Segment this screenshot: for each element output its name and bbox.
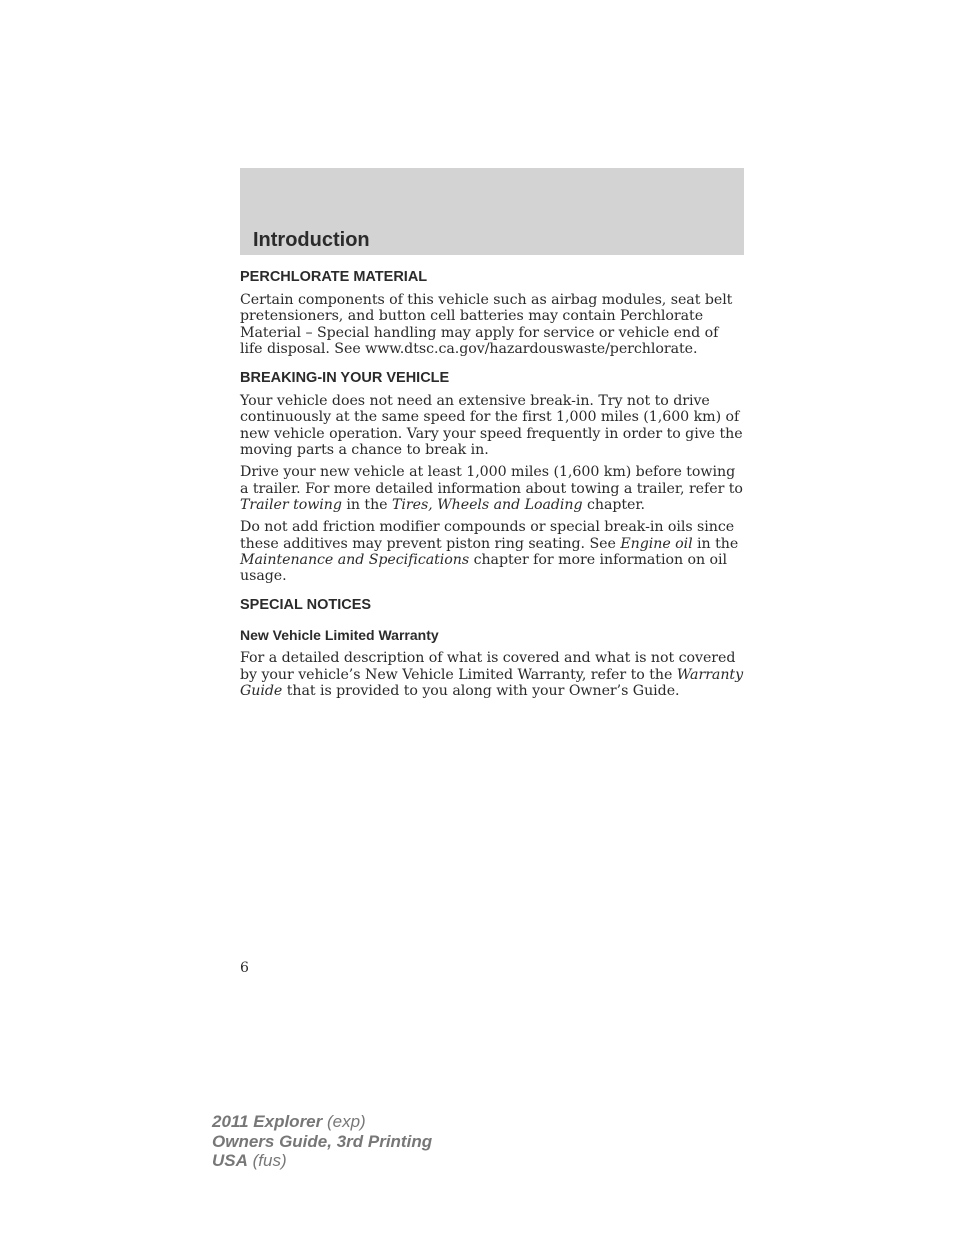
footer-line-model: 2011 Explorer (exp) [212, 1112, 366, 1131]
reference-maintenance-specifications: Maintenance and Specifications [240, 551, 470, 568]
section-heading-special-notices: SPECIAL NOTICES [240, 597, 372, 614]
page-number: 6 [240, 960, 249, 976]
perchlorate-paragraph: Certain components of this vehicle such as airbag modules, seat belt pretensioners, and button cell batteries may contain Perchlorate Material – Special handling may apply for service or vehicle end of life disposal. See www.dtsc.ca.gov/hazardouswaste/perchlorate. [240, 292, 733, 357]
breaking-in-paragraph-1: Your vehicle does not need an extensive break-in. Try not to drive continuously at the same speed for the first 1,000 miles (1,600 km) of new vehicle operation. Vary your speed frequently in order to give the moving parts a chance to break in. [240, 393, 743, 459]
section-heading-breaking-in: BREAKING-IN YOUR VEHICLE [240, 370, 450, 387]
reference-trailer-towing: Trailer towing [240, 496, 342, 513]
section-heading-perchlorate: PERCHLORATE MATERIAL [240, 269, 428, 285]
subheading-new-vehicle-warranty: New Vehicle Limited Warranty [240, 627, 439, 644]
chapter-header-band [240, 168, 744, 255]
page-content [240, 268, 744, 699]
footer-line-market: USA (fus) [212, 1151, 287, 1170]
warranty-paragraph: For a detailed description of what is covered and what is not covered by your vehicle’s New Vehicle Limited Warranty, refer to the Warranty Guide that is provided to you along with your Owner’s Guide. [240, 650, 744, 700]
reference-warranty-guide: Warranty Guide [240, 666, 744, 700]
breaking-in-paragraph-2: Drive your new vehicle at least 1,000 miles (1,600 km) before towing a trailer. For more detailed information about towing a trailer, refer to Trailer towing in the Tires, Wheels and Loading chapter. [240, 464, 743, 513]
chapter-title: Introduction [253, 229, 370, 251]
reference-engine-oil: Engine oil [620, 535, 693, 552]
reference-tires-wheels-loading: Tires, Wheels and Loading [391, 496, 583, 513]
breaking-in-paragraph-3: Do not add friction modifier compounds or special break-in oils since these additives may prevent piston ring seating. See Engine oil in the Maintenance and Specifications chapter for more information on oil usage. [240, 519, 739, 585]
footer-line-printing: Owners Guide, 3rd Printing [212, 1131, 433, 1151]
document-footer [212, 1112, 432, 1171]
